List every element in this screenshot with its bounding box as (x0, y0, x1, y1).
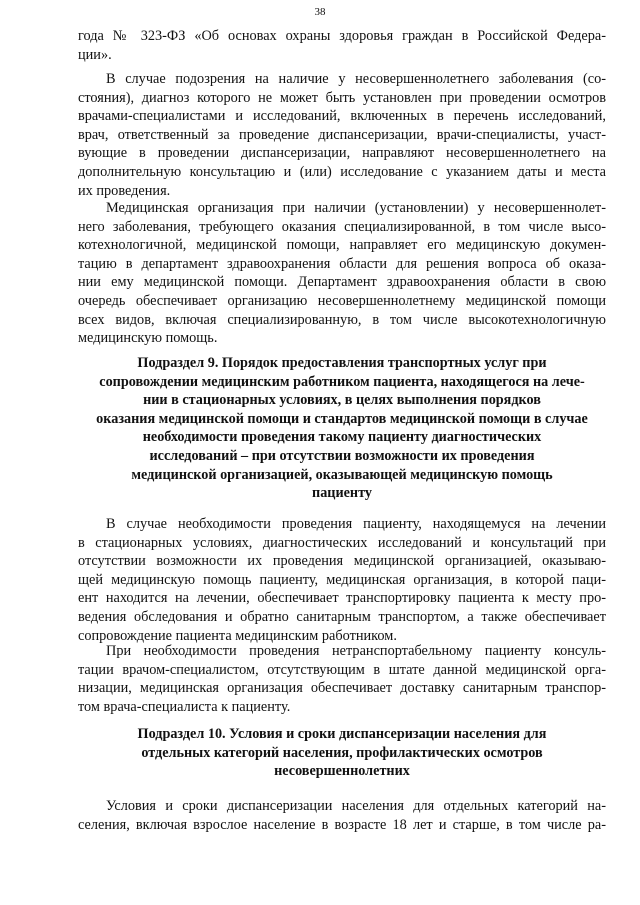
heading-line: оказания медицинской помощи и стандартов медицинской помощи в случае (96, 410, 588, 427)
heading-line: исследований – при отсутствии возможности их проведения (149, 447, 535, 464)
text-line: котехнологичной, медицинской помощи, направляет его медицинскую докумен- (78, 237, 606, 254)
text-line: Условия и сроки диспансеризации населения для отдельных категорий на- (106, 798, 606, 814)
text-line: дополнительную консультацию и (или) исследование с указанием даты и места (78, 163, 606, 180)
text-line: врач, ответственный за проведение диспансеризации, врачи-специалисты, участ- (78, 126, 606, 143)
text-line: В случае необходимости проведения пациенту, находящемуся на лечении (106, 516, 606, 532)
paragraph-3 (78, 199, 606, 348)
text-line: том врача-специалиста к пациенту. (78, 698, 291, 715)
text-line: сопровождение пациента медицинским работником. (78, 627, 397, 644)
text-line: Медицинская организация при наличии (установлении) у несовершеннолет- (106, 200, 606, 216)
text-line: ции». (78, 46, 112, 63)
text-line: врачами-специалистами и исследований, включенных в перечень исследований, (78, 108, 606, 125)
text-line: него заболевания, требующего оказания специализированной, в том числе высо- (78, 218, 606, 235)
text-line: тацию в департамент здравоохранения области для решения вопроса об оказа- (78, 255, 606, 272)
paragraph-4 (78, 515, 606, 645)
heading-line: Подраздел 10. Условия и сроки диспансеризации населения для (137, 726, 547, 742)
text-line: нии ему медицинской помощи. Департамент здравоохранения области в свою (78, 274, 606, 291)
text-line: всех видов, включая специализированную, в том числе высокотехнологичную (78, 311, 606, 328)
text-line: года № 323-ФЗ «Об основах охраны здоровья граждан в Российской Федера- (78, 28, 606, 44)
text-line: В случае подозрения на наличие у несовершеннолетнего заболевания (со- (106, 71, 606, 87)
text-line: ент находится на лечении, обеспечивает транспортировку пациента к месту про- (78, 590, 606, 607)
paragraph-5 (78, 642, 606, 716)
text-line: При необходимости проведения нетранспортабельному пациенту консуль- (106, 643, 606, 659)
heading-line: медицинской организацией, оказывающей медицинскую помощь (131, 466, 553, 483)
text-line: медицинскую помощь. (78, 330, 218, 347)
heading-line: отдельных категорий населения, профилактических осмотров (141, 744, 543, 761)
text-line: очередь обеспечивает организацию несовершеннолетнему медицинской помощи (78, 292, 606, 309)
text-line: стояния), диагноз которого не может быть установлен при проведении осмотров (78, 89, 606, 106)
heading-line: необходимости проведения такому пациенту диагностических (142, 429, 542, 446)
paragraph-6 (78, 797, 606, 834)
paragraph-1 (78, 27, 606, 64)
text-line: отсутствии возможности их проведения медицинской организацией, оказываю- (78, 553, 606, 570)
subsection-10-heading (78, 725, 606, 781)
heading-line: сопровождении медицинским работником пациента, находящегося на лече- (99, 373, 585, 390)
text-line: селения, включая взрослое население в возрасте 18 лет и старше, в том числе ра- (78, 816, 606, 833)
text-line: щей медицинскую помощь пациенту, медицинская организация, в которой паци- (78, 571, 606, 588)
heading-line: Подраздел 9. Порядок предоставления транспортных услуг при (137, 355, 547, 371)
paragraph-2 (78, 70, 606, 200)
text-line: вующие в проведении диспансеризации, направляют несовершеннолетнего на (78, 145, 606, 162)
heading-line: нии в стационарных условиях, в целях выполнения порядков (143, 392, 541, 409)
text-line: низации, медицинская организация обеспечивает доставку санитарным транспор- (78, 680, 606, 697)
text-line: ведения обследования и обратно санитарным транспортом, а также обеспечивает (78, 608, 606, 625)
text-line: их проведения. (78, 182, 171, 199)
page-number: 38 (314, 6, 326, 18)
subsection-9-heading (78, 354, 606, 503)
heading-line: несовершеннолетних (274, 763, 410, 780)
text-line: в стационарных условиях, диагностических исследований и консультаций при (78, 534, 606, 551)
heading-line: пациенту (312, 485, 372, 502)
text-line: тации врачом-специалистом, отсутствующим в штате данной медицинской орга- (78, 661, 606, 678)
